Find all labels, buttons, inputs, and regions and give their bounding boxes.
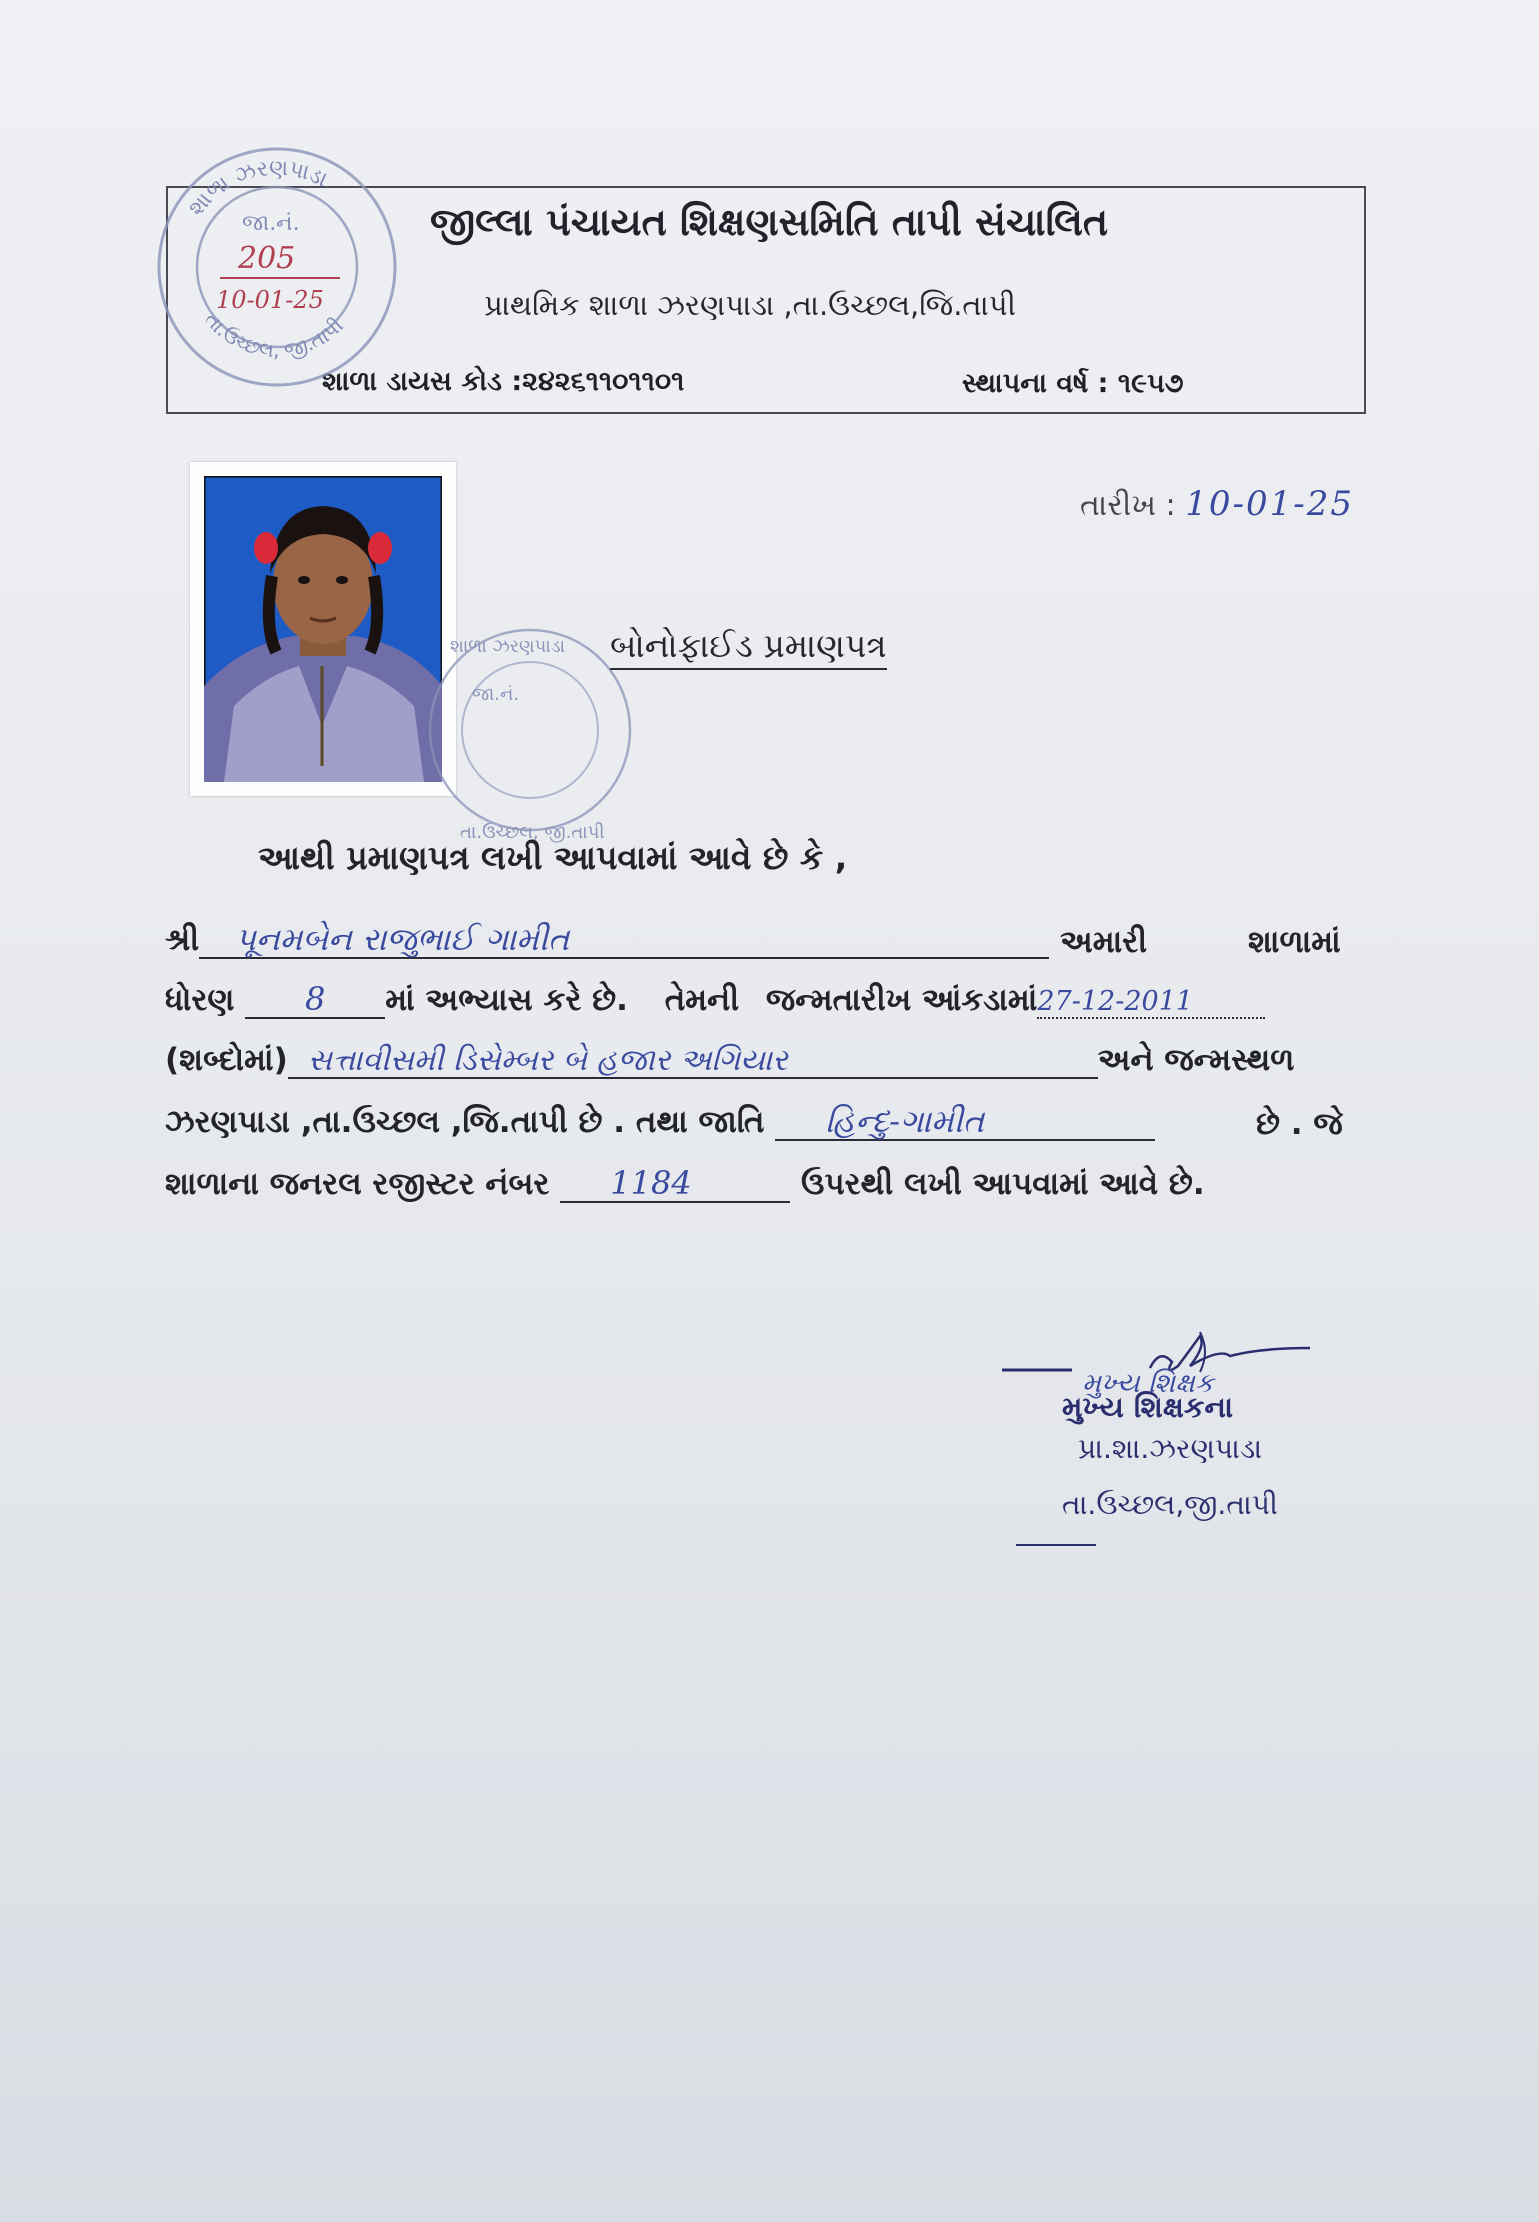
school-stamp-icon bbox=[150, 140, 404, 394]
our-label: અમારી bbox=[1060, 924, 1148, 960]
body-line-4 bbox=[165, 1104, 1155, 1141]
student-name: પૂનમબેન રાજુભાઈ ગામીત bbox=[199, 922, 1049, 959]
caste-value: હિન્દુ-ગામીત bbox=[775, 1104, 1155, 1141]
signature-school: પ્રા.શા.ઝરણપાડા bbox=[1078, 1432, 1263, 1465]
in-words-label: (શબ્દોમાં) bbox=[165, 1042, 288, 1078]
dob-figures-label: જન્મતારીખ આંકડામાં bbox=[765, 982, 1038, 1018]
dob-figures: 27-12-2011 bbox=[1037, 987, 1265, 1019]
certificate-title: બોનોફાઈડ પ્રમાણપત્ર bbox=[610, 626, 887, 670]
std-label: ધોરણ bbox=[165, 982, 235, 1018]
dise-code: શાળા ડાયસ કોડ :૨૪૨૬૧૧૦૧૧૦૧ bbox=[322, 366, 685, 397]
dob-words: સત્તાવીસમી ડિસેમ્બર બે હજાર અગિયાર bbox=[288, 1044, 1098, 1079]
body-line-3 bbox=[165, 1042, 1294, 1079]
body-line-1 bbox=[165, 922, 1049, 959]
stamp-ring-text: શાળા ઝરણપાડા bbox=[184, 155, 332, 222]
school-name: પ્રાથમિક શાળા ઝરણપાડા ,તા.ઉચ્છલ,જિ.તાપી bbox=[484, 288, 1016, 322]
studying-text: માં અભ્યાસ કરે છે. bbox=[385, 982, 628, 1018]
signature-hand-role: મુખ્ય શિક્ષક bbox=[1082, 1368, 1214, 1399]
overlay-stamp-icon bbox=[420, 610, 640, 850]
body-line-2 bbox=[165, 982, 1265, 1019]
overlay-stamp-text: શાળા ઝરણપાડા bbox=[450, 636, 566, 657]
body-line-5 bbox=[165, 1166, 1205, 1203]
stamp-inward-no: 205 bbox=[238, 241, 296, 276]
their-label: તેમની bbox=[664, 982, 740, 1018]
register-label: શાળાના જનરલ રજીસ્ટર નંબર bbox=[165, 1166, 550, 1202]
stamp-inward-label: જા.નં. bbox=[242, 211, 300, 236]
shri-label: શ્રી bbox=[165, 922, 200, 958]
overlay-stamp-bottom: તા.ઉચ્છલ, જી.તાપી bbox=[460, 822, 605, 843]
established-year: સ્થાપના વર્ષ : ૧૯૫૭ bbox=[962, 368, 1184, 399]
is-je-text: છે . જે bbox=[1256, 1106, 1343, 1142]
school-in-label: શાળામાં bbox=[1248, 924, 1341, 960]
intro-text: આથી પ્રમાણપત્ર લખી આપવામાં આવે છે કે , bbox=[258, 838, 848, 877]
svg-text:તા.ઉચ્છલ, જી.તાપી bbox=[200, 307, 348, 362]
date-label: તારીખ : bbox=[1080, 488, 1176, 523]
stamp-bottom-text: તા.ઉચ્છલ, જી.તાપી bbox=[199, 307, 348, 363]
student-portrait-icon bbox=[204, 476, 442, 782]
std-value: 8 bbox=[245, 982, 385, 1019]
signature-role: મુખ્ય શિક્ષકના bbox=[1062, 1390, 1234, 1424]
signature-dash bbox=[1016, 1544, 1096, 1546]
date-line bbox=[1080, 484, 1354, 524]
org-title: જીલ્લા પંચાયત શિક્ષણસમિતિ તાપી સંચાલિત bbox=[430, 200, 1109, 244]
and-birthplace-label: અને જન્મસ્થળ bbox=[1097, 1042, 1295, 1078]
overlay-stamp-inward-label: જા.નં. bbox=[472, 684, 520, 705]
student-photo bbox=[190, 462, 456, 796]
date-value: 10-01-25 bbox=[1185, 484, 1354, 524]
signature-taluka: તા.ઉચ્છલ,જી.તાપી bbox=[1062, 1488, 1278, 1521]
closing-text: ઉપરથી લખી આપવામાં આવે છે. bbox=[801, 1166, 1205, 1202]
register-no: 1184 bbox=[560, 1166, 790, 1203]
stamp-inward-date: 10-01-25 bbox=[216, 286, 324, 314]
birthplace-text: ઝરણપાડા ,તા.ઉચ્છલ ,જિ.તાપી છે . તથા જાતિ bbox=[165, 1104, 765, 1140]
